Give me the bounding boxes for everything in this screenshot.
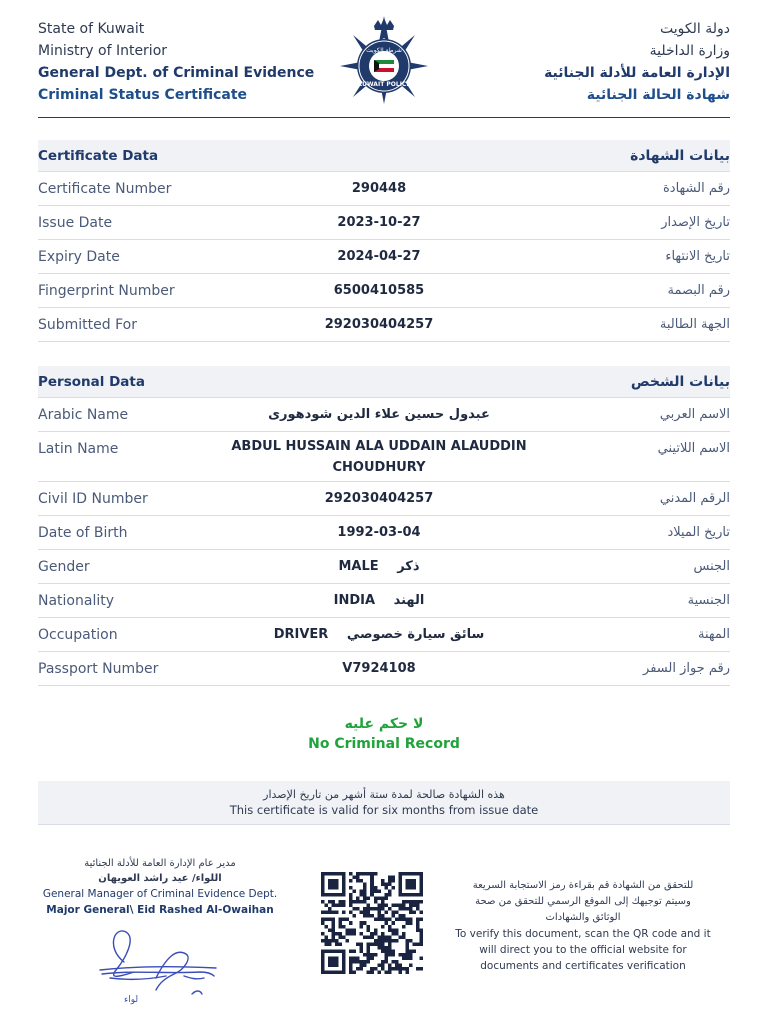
header-ministry-en: Ministry of Interior (38, 43, 168, 59)
criminal-status (0, 716, 768, 752)
certificate-number-value: 290448 (351, 181, 407, 196)
row-label: Certificate Number (38, 181, 172, 197)
passport-number-value: V7924108 (342, 661, 416, 676)
arabic-name-value: عبدول حسين علاء الدين شودهورى (268, 407, 490, 422)
qr-code-icon[interactable] (318, 872, 426, 974)
header-state-en: State of Kuwait (38, 21, 145, 37)
personal-data-heading (38, 366, 730, 398)
table-row (38, 652, 730, 686)
table-row (38, 550, 730, 584)
verify-ar-line2: وسيتم توجيهك إلى الموقع الرسمي للتحقق من صحة (475, 896, 691, 907)
row-label-ar: الرقم المدني (659, 491, 730, 506)
signatory-title-en: General Manager of Criminal Evidence Dept. (42, 888, 278, 900)
row-label-ar: رقم البصمة (667, 283, 730, 298)
emblem-text-top: شرطة الكويت (366, 47, 402, 54)
row-label: Fingerprint Number (38, 283, 175, 299)
occupation-value (208, 618, 550, 652)
table-row (38, 274, 730, 308)
row-label-ar: المهنة (698, 627, 730, 642)
certificate-data-heading-en: Certificate Data (38, 147, 159, 164)
gender-value-en: MALE (338, 559, 379, 574)
signatory-title-ar: مدير عام الإدارة العامة للأدلة الجنائية (84, 858, 236, 869)
row-label-ar: تاريخ الميلاد (667, 525, 730, 540)
row-label-ar: رقم الشهادة (663, 181, 730, 196)
issue-date-value: 2023-10-27 (337, 215, 421, 230)
row-label: Expiry Date (38, 249, 120, 265)
row-label: Passport Number (38, 661, 159, 677)
table-row (38, 398, 730, 432)
row-label: Submitted For (38, 317, 137, 333)
verification-instructions (448, 878, 718, 974)
row-label: Occupation (38, 627, 118, 643)
verify-en-line3: documents and certificates verification (480, 960, 686, 972)
certificate-data-heading-ar: بيانات الشهادة (630, 147, 730, 164)
signatory-block (38, 856, 282, 918)
expiry-date-value: 2024-04-27 (337, 249, 421, 264)
header-divider (38, 117, 730, 118)
table-row (38, 516, 730, 550)
row-label: Issue Date (38, 215, 113, 231)
certificate-data-heading (38, 140, 730, 172)
verify-en-line2: will direct you to the official website for (479, 944, 687, 956)
header-certificate-title-en: Criminal Status Certificate (38, 87, 248, 103)
header-certificate-title-ar: شهادة الحالة الجنائية (586, 87, 730, 103)
gender-value-ar: ذكر (397, 559, 420, 574)
nationality-value (208, 584, 550, 618)
row-label: Latin Name (38, 441, 119, 457)
row-label-ar: الجنسية (687, 593, 730, 608)
table-row (38, 482, 730, 516)
personal-data-heading-ar: بيانات الشخص (630, 373, 730, 390)
latin-name-line2: CHOUDHURY (332, 460, 426, 475)
header-department-ar: الإدارة العامة للأدلة الجنائية (544, 65, 730, 81)
row-label: Arabic Name (38, 407, 129, 423)
kuwait-police-emblem-icon (336, 12, 432, 108)
header-english (38, 18, 314, 106)
signatory-name-ar: اللواء/ عيد راشد العويهان (98, 873, 222, 884)
row-label: Gender (38, 559, 90, 575)
validity-note (38, 781, 730, 825)
header-state-ar: دولة الكويت (660, 21, 730, 37)
table-row (38, 240, 730, 274)
handwritten-signature-icon (96, 918, 226, 1010)
signatory-name-en: Major General\ Eid Rashed Al-Owaihan (46, 904, 274, 916)
row-label: Nationality (38, 593, 115, 609)
header-ministry-ar: وزارة الداخلية (649, 43, 730, 59)
fingerprint-number-value: 6500410585 (333, 283, 425, 298)
row-label: Date of Birth (38, 525, 128, 541)
table-row (38, 432, 730, 482)
row-label-ar: رقم جواز السفر (643, 661, 730, 676)
table-row (38, 172, 730, 206)
civil-id-value: 292030404257 (324, 491, 434, 506)
occupation-value-en: DRIVER (273, 627, 329, 642)
row-label-ar: الاسم العربي (659, 407, 730, 422)
status-text-en: No Criminal Record (308, 736, 460, 752)
latin-name-line1: ABDUL HUSSAIN ALA UDDAIN ALAUDDIN (231, 439, 527, 454)
row-label-ar: الاسم اللاتيني (657, 441, 730, 456)
header-arabic (544, 18, 730, 106)
verify-ar-line1: للتحقق من الشهادة قم بقراءة رمز الاستجابة السريعة (472, 880, 694, 891)
nationality-value-en: INDIA (333, 593, 376, 608)
date-of-birth-value: 1992-03-04 (337, 525, 421, 540)
certificate-data-section (38, 140, 730, 342)
header-department-en: General Dept. of Criminal Evidence (38, 65, 315, 81)
row-label: Civil ID Number (38, 491, 148, 507)
row-label-ar: تاريخ الإصدار (661, 215, 730, 230)
verify-ar-line3: الوثائق والشهادات (545, 912, 621, 923)
table-row (38, 308, 730, 342)
table-row (38, 206, 730, 240)
table-row (38, 618, 730, 652)
verify-en-line1: To verify this document, scan the QR code and it (455, 928, 711, 940)
personal-data-heading-en: Personal Data (38, 373, 145, 390)
emblem-text-bottom: KUWAIT POLICE (357, 81, 411, 88)
row-label-ar: تاريخ الانتهاء (665, 249, 730, 264)
status-text-ar: لا حكم عليه (344, 716, 424, 732)
occupation-value-ar: سائق سيارة خصوصي (346, 627, 485, 642)
nationality-value-ar: الهند (393, 593, 425, 608)
row-label-ar: الجهة الطالبة (659, 317, 730, 332)
validity-note-ar: هذه الشهادة صالحة لمدة ستة أشهر من تاريخ الإصدار (263, 788, 505, 801)
qr-modules (321, 872, 423, 974)
latin-name-value (208, 436, 550, 480)
gender-value (208, 550, 550, 584)
validity-note-en: This certificate is valid for six months from issue date (229, 803, 539, 817)
submitted-for-value: 292030404257 (324, 317, 434, 332)
table-row (38, 584, 730, 618)
personal-data-section (38, 366, 730, 686)
row-label-ar: الجنس (693, 559, 730, 574)
svg-text:لواء: لواء (124, 995, 139, 1005)
